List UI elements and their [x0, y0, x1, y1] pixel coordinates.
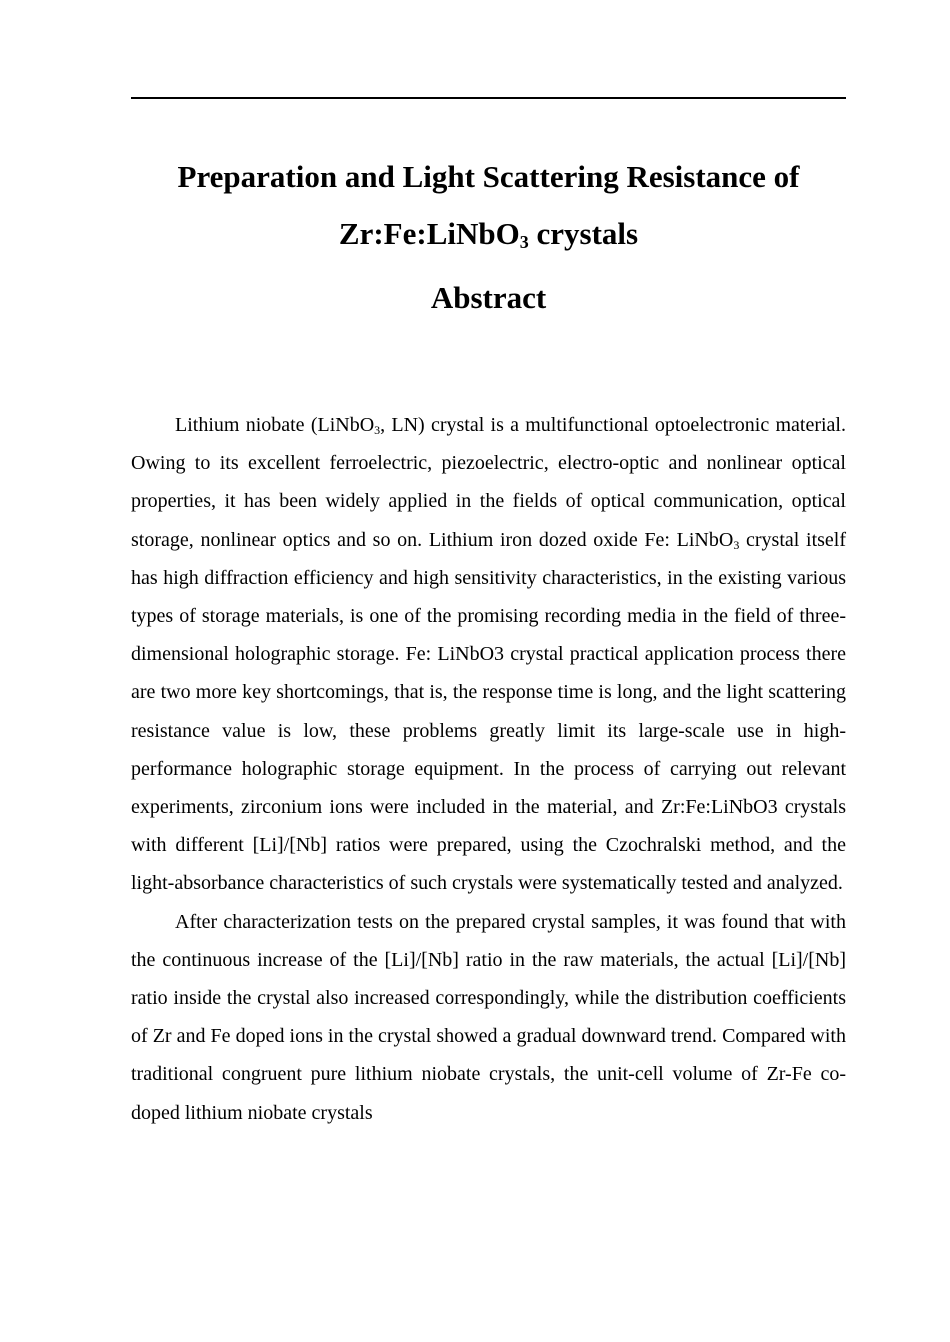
header-rule	[131, 97, 846, 99]
title-line-2: Zr:Fe:LiNbO$_3$ crystals	[338, 216, 639, 252]
document-title	[131, 148, 846, 262]
abstract-body	[131, 406, 846, 1132]
abstract-heading: Abstract	[430, 280, 547, 315]
abstract-paragraph-1: Lithium niobate (LiNbO$_3$, LN) crystal is a multifunctional optoelectronic material. Owing to its excellent ferroelectric, piezoelectric, electro-optic and nonlinear optical properties, it has been widely applied in the fields of optical communication, optical storage, nonlinear optics and so on. Lithium iron dozed oxide Fe: LiNbO$_3$ crystal itself has high diffraction efficiency and high sensitivity characteristics, in the existing various types of storage materials, is one of the promising recording media in the field of three-dimensional holographic storage. Fe: LiNbO3 crystal practical application process there are two more key shortcomings, that is, the response time is long, and the light scattering resistance value is low, these problems greatly limit its large-scale use in high-performance holographic storage equipment. In the process of carrying out relevant experiments, zirconium ions were included in the material, and Zr:Fe:LiNbO3 crystals with different [Li]/[Nb] ratios were prepared, using the Czochralski method, and the light-absorbance characteristics of such crystals were systematically tested and analyzed.	[131, 414, 846, 895]
abstract-paragraph-2: After characterization tests on the prepared crystal samples, it was found that with the continuous increase of the [Li]/[Nb] ratio in the raw materials, the actual [Li]/[Nb] ratio inside the crystal also increased correspondingly, while the distribution coefficients of Zr and Fe doped ions in the crystal showed a gradual downward trend. Compared with traditional congruent pure lithium niobate crystals, the unit-cell volume of Zr-Fe co-doped lithium niobate crystals	[131, 910, 846, 1124]
title-line-1: Preparation and Light Scattering Resistance of	[177, 159, 800, 194]
